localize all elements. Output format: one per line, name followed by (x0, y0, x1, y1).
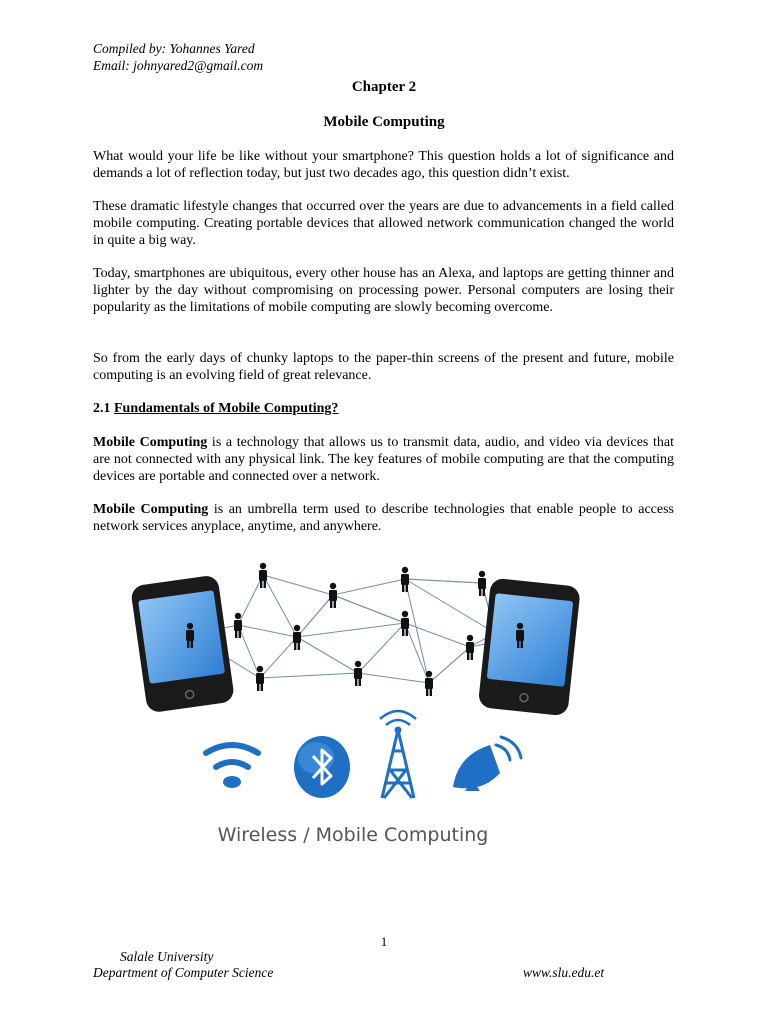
definition-paragraph-1 (93, 434, 674, 485)
definition-term: Mobile Computing (93, 435, 208, 450)
mobile-computing-figure (120, 555, 590, 850)
section-heading (93, 401, 338, 417)
compiled-by: Compiled by: Yohannes Yared (93, 41, 255, 56)
section-number: 2.1 (93, 401, 114, 416)
definition-text: is a technology that allows us to transmit data, audio, and video via devices that are not connected with any physical link. The key features of mobile computing are that the computing devices are portable and connected over a network. (93, 435, 674, 484)
figure-caption: Wireless / Mobile Computing (217, 824, 489, 846)
definition-term: Mobile Computing (93, 502, 209, 517)
definition-text: is an umbrella term used to describe technologies that enable people to access network services anyplace, anytime, and anywhere. (93, 502, 674, 534)
satellite-dish-icon (453, 737, 521, 791)
right-phone (478, 578, 581, 717)
intro-paragraph-3: Today, smartphones are ubiquitous, every other house has an Alexa, and laptops are getting thinner and lighter by the day without compromising on processing power. Personal computers are losing their popularity as the limitations of mobile computing are slowly becoming overcome. (93, 266, 674, 315)
footer-website: www.slu.edu.et (523, 965, 605, 980)
intro-paragraph-4: So from the early days of chunky laptops to the paper-thin screens of the present and future, mobile computing is an evolving field of great relevance. (93, 351, 674, 383)
footer-department: Department of Computer Science (93, 965, 274, 980)
intro-paragraph-1: What would your life be like without your smartphone? This question holds a lot of significance and demands a lot of reflection today, but just two decades ago, this question didn’t exist. (93, 149, 674, 181)
intro-paragraph-2: These dramatic lifestyle changes that occurred over the years are due to advancements in a field called mobile computing. Creating portable devices that allowed network communication changed the world in quite a big way. (93, 199, 674, 248)
wifi-icon (206, 745, 258, 788)
footer-university: Salale University (120, 949, 214, 964)
chapter-label: Chapter 2 (351, 79, 417, 95)
page-number: 1 (380, 934, 388, 949)
definition-paragraph-2 (93, 501, 674, 535)
page-title: Mobile Computing (323, 114, 445, 130)
bluetooth-icon (294, 736, 350, 798)
author-email: Email: johnyared2@gmail.com (93, 58, 264, 73)
left-phone (130, 574, 235, 713)
radio-tower-icon (380, 711, 416, 798)
section-title: Fundamentals of Mobile Computing? (114, 401, 339, 416)
